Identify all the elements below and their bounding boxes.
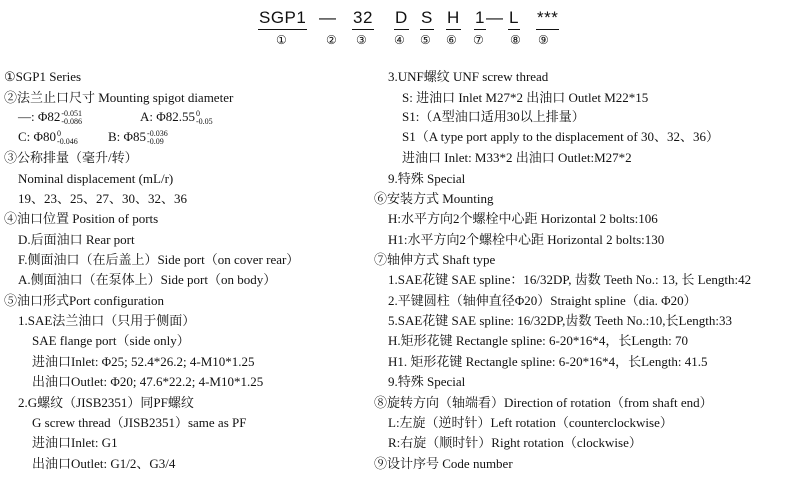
unf-s1-note-en: S1（A type port apply to the displacement of 30、32、36） [402, 129, 720, 144]
marker-7: ⑦ [473, 33, 484, 47]
mounting-h: H:水平方向2个螺栓中心距 Horizontal 2 bolts:106 [388, 211, 658, 226]
mounting-h1: H1:水平方向2个螺栓中心距 Horizontal 2 bolts:130 [388, 232, 665, 247]
shaft-special: 9.特殊 Special [388, 374, 466, 389]
port-config-heading: ⑤油口形式Port configuration [4, 293, 164, 308]
marker-2: ② [326, 33, 337, 47]
displacement-values: 19、23、25、27、30、32、36 [18, 191, 188, 206]
port-config-sae-en: SAE flange port（side only） [32, 333, 190, 348]
port-config-sae: 1.SAE法兰油口（只用于侧面） [18, 313, 196, 328]
marker-8: ⑧ [510, 33, 521, 47]
unf-s1-ports: 进油口 Inlet: M33*2 出油口 Outlet:M27*2 [402, 150, 632, 165]
code-port-position: D [394, 8, 409, 30]
port-config-g: 2.G螺纹（JISB2351）同PF螺纹 [18, 395, 194, 410]
series-heading: ①SGP1 Series [4, 69, 82, 84]
shaft-type-h1: H1. 矩形花键 Rectangle spline: 6-20*16*4，长Length: 41.5 [388, 354, 708, 369]
rotation-heading: ⑧旋转方向（轴端看）Direction of rotation（from shaft end） [374, 395, 713, 410]
port-config-sae-outlet: 出油口Outlet: Φ20; 47.6*22.2; 4-M10*1.25 [32, 374, 264, 389]
shaft-type-1: 1.SAE花键 SAE spline：16/32DP, 齿数 Teeth No.: 13, 长 Length:42 [388, 272, 752, 287]
marker-9: ⑨ [538, 33, 549, 47]
unf-s-ports: S: 进油口 Inlet M27*2 出油口 Outlet M22*15 [402, 90, 649, 105]
port-position-heading: ④油口位置 Position of ports [4, 211, 159, 226]
code-number-heading: ⑨设计序号 Code number [374, 456, 513, 471]
spigot-option-b: B: Φ85 -0.036 -0.09 [108, 129, 168, 147]
code-port-config: S [420, 8, 434, 30]
port-config-sae-inlet: 进油口Inlet: Φ25; 52.4*26.2; 4-M10*1.25 [32, 354, 255, 369]
displacement-subheading: Nominal displacement (mL/r) [18, 171, 174, 186]
port-config-g-inlet: 进油口Inlet: G1 [32, 435, 118, 450]
code-series: SGP1 [258, 8, 307, 30]
unf-s1-note: S1:（A型油口适用30以上排量） [402, 109, 585, 124]
mounting-heading: ⑥安装方式 Mounting [374, 191, 494, 206]
rotation-left: L:左旋（逆时针）Left rotation（counterclockwise） [388, 415, 673, 430]
displacement-heading: ③公称排量（毫升/转） [4, 150, 138, 165]
marker-6: ⑥ [446, 33, 457, 47]
spigot-heading: ②法兰止口尺寸 Mounting spigot diameter [4, 90, 234, 105]
port-position-f: F.侧面油口（在后盖上）Side port（on cover rear） [18, 252, 300, 267]
port-position-a: A.侧面油口（在泵体上）Side port（on body） [18, 272, 277, 287]
spigot-option-a: A: Φ82.55 0 -0.05 [140, 109, 213, 127]
code-rotation: L [508, 8, 520, 30]
port-position-d: D.后面油口 Rear port [18, 232, 135, 247]
marker-5: ⑤ [420, 33, 431, 47]
spigot-option-dash: —: Φ82 -0.051 -0.086 [18, 109, 83, 127]
rotation-right: R:右旋（顺时针）Right rotation（clockwise） [388, 435, 642, 450]
shaft-type-5: 5.SAE花键 SAE spline: 16/32DP,齿数 Teeth No.:10,长Length:33 [388, 313, 732, 328]
shaft-heading: ⑦轴伸方式 Shaft type [374, 252, 496, 267]
spigot-option-c: C: Φ80 0 -0.046 [18, 129, 78, 147]
marker-3: ③ [356, 33, 367, 47]
shaft-type-h: H.矩形花键 Rectangle spline: 6-20*16*4，长Length: 70 [388, 333, 689, 348]
code-shaft: 1 [474, 8, 486, 30]
marker-1: ① [276, 33, 287, 47]
code-mounting: H [446, 8, 461, 30]
code-dash-1: — [319, 8, 337, 27]
port-config-g-outlet: 出油口Outlet: G1/2、G3/4 [32, 456, 176, 471]
shaft-type-2: 2.平键圆柱（轴伸直径Φ20）Straight spline（dia. Φ20） [388, 293, 697, 308]
code-dash-2: — [486, 8, 504, 27]
code-design-number: *** [536, 8, 559, 30]
unf-heading: 3.UNF螺纹 UNF screw thread [388, 69, 549, 84]
port-special: 9.特殊 Special [388, 171, 466, 186]
marker-4: ④ [394, 33, 405, 47]
port-config-g-en: G screw thread（JISB2351）same as PF [32, 415, 247, 430]
code-displacement: 32 [352, 8, 374, 30]
